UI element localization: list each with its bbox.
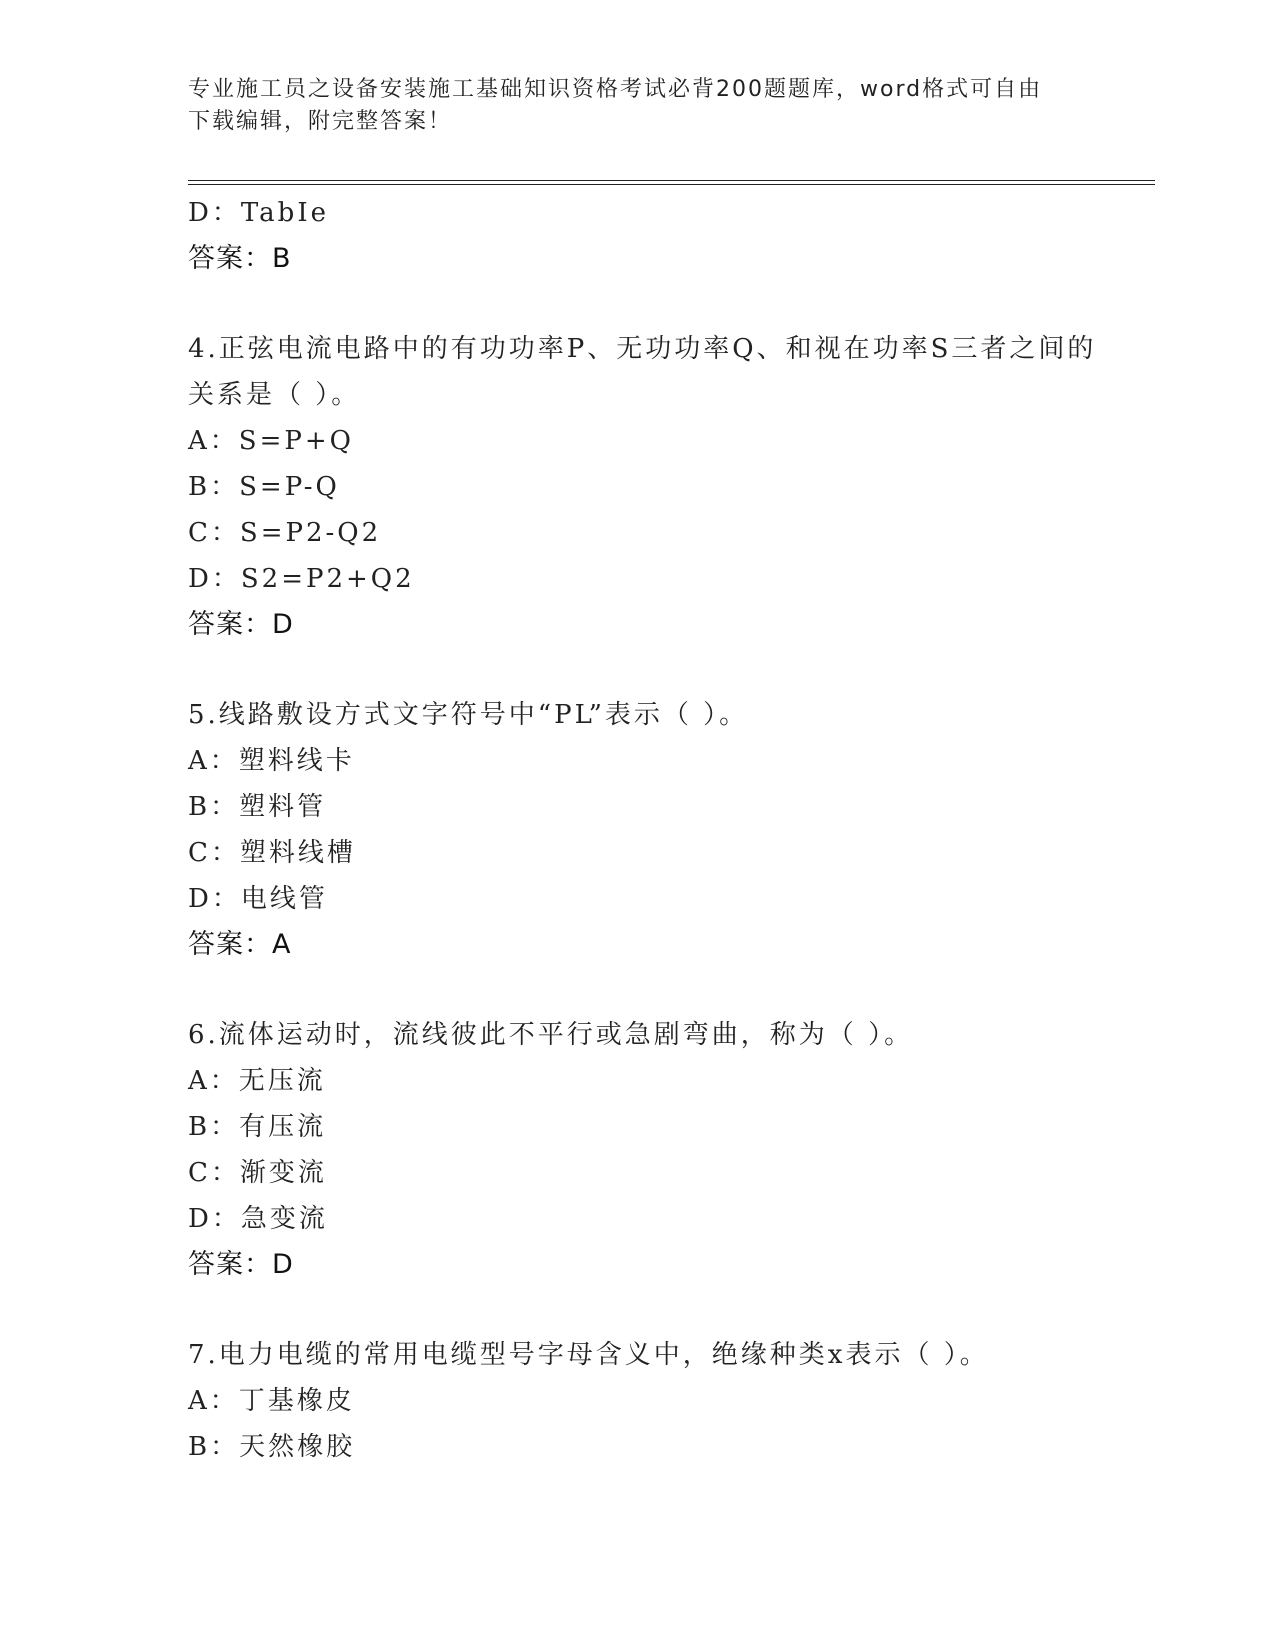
question-text: 7.电力电缆的常用电缆型号字母含义中，绝缘种类x表示（ ）。 [188, 1340, 989, 1370]
option-a: A：无压流 [188, 1066, 326, 1096]
option-b: B：S=P-Q [188, 472, 340, 502]
option-d: D：S2=P2+Q2 [188, 564, 415, 594]
option-a: A：S=P+Q [188, 426, 354, 456]
header-divider-top [188, 180, 1155, 181]
header-divider-bottom [188, 184, 1155, 185]
option-b: B：天然橡胶 [188, 1432, 356, 1462]
question-list [188, 190, 1108, 1470]
question-4 [188, 326, 1108, 648]
question-6 [188, 1012, 1108, 1288]
option-b: B：塑料管 [188, 792, 327, 822]
question-7 [188, 1332, 1108, 1470]
question-text: 6.流体运动时，流线彼此不平行或急剧弯曲，称为（ ）。 [188, 1020, 914, 1050]
option-b: B：有压流 [188, 1112, 327, 1142]
option-c: C：塑料线槽 [188, 838, 356, 868]
question-5 [188, 692, 1108, 968]
answer: 答案：D [188, 609, 294, 640]
option-c: C：渐变流 [188, 1158, 327, 1188]
option-a: A：塑料线卡 [188, 746, 355, 776]
question-text: 5.线路敷设方式文字符号中“PL”表示（ ）。 [188, 700, 749, 730]
option-c: C：S=P2-Q2 [188, 518, 382, 548]
option-d: D：急变流 [188, 1204, 328, 1234]
option-d: D：电线管 [188, 884, 328, 914]
option-a: A：丁基橡皮 [188, 1386, 355, 1416]
question-text: 4.正弦电流电路中的有功功率P、无功功率Q、和视在功率S三者之间的关系是（ ）。 [188, 334, 1097, 410]
prev-option-d: D：TabIe [188, 198, 329, 228]
answer: 答案：D [188, 1249, 294, 1280]
prev-answer: 答案：B [188, 243, 292, 274]
document-header [188, 74, 1088, 138]
header-line-2: 下载编辑，附完整答案！ [188, 109, 453, 134]
answer: 答案：A [188, 929, 292, 960]
header-line-1: 专业施工员之设备安装施工基础知识资格考试必背200题题库，word格式可自由 [188, 77, 1043, 102]
